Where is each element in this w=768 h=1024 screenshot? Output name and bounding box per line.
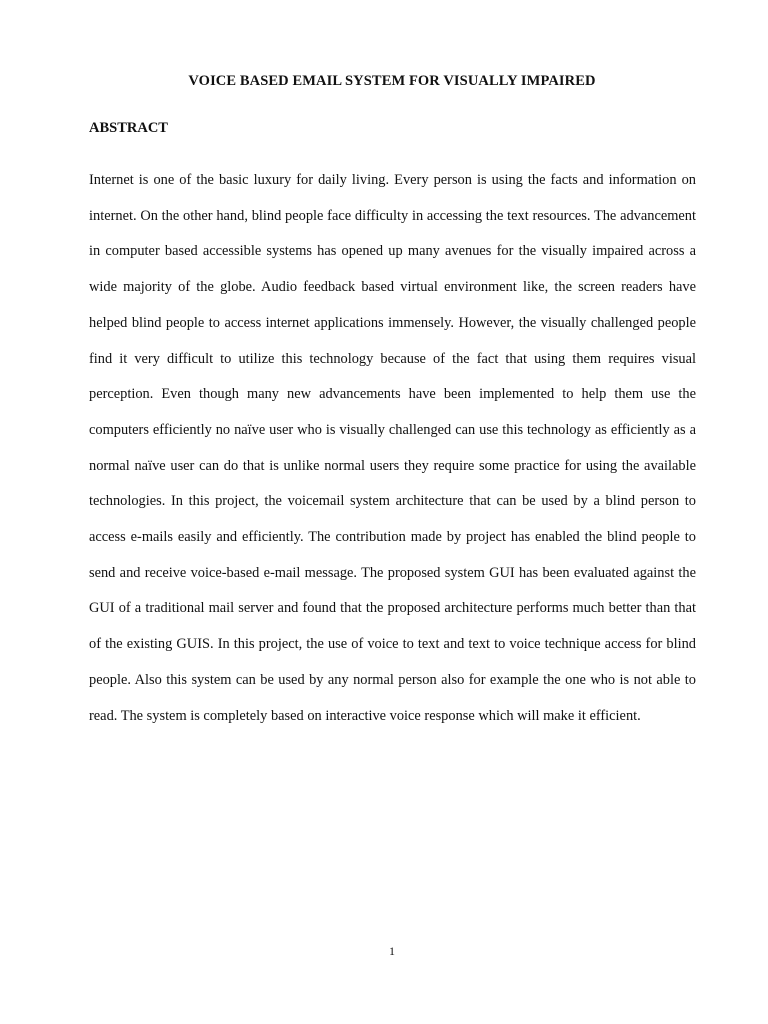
section-heading-abstract: ABSTRACT [89,120,168,136]
document-title: VOICE BASED EMAIL SYSTEM FOR VISUALLY IMPAIRED [188,73,596,89]
page-number: 1 [389,944,395,958]
abstract-paragraph: Internet is one of the basic luxury for daily living. Every person is using the facts and information on internet. On the other hand, blind people face difficulty in accessing the text resources. The advancement in computer based accessible systems has opened up many avenues for the visually impaired across a wide majority of the globe. Audio feedback based virtual environment like, the screen readers have helped blind people to access internet applications immensely. However, the visually challenged people find it very difficult to utilize this technology because of the fact that using them requires visual perception. Even though many new advancements have been implemented to help them use the computers efficiently no naïve user who is visually challenged can use this technology as efficiently as a normal naïve user can do that is unlike normal users they require some practice for using the available technologies. In this project, the voicemail system architecture that can be used by a blind person to access e-mails easily and efficiently. The contribution made by project has enabled the blind people to send and receive voice-based e-mail message. The proposed system GUI has been evaluated against the GUI of a traditional mail server and found that the proposed architecture performs much better than that of the existing GUIS. In this project, the use of voice to text and text to voice technique access for blind people. Also this system can be used by any normal person also for example the one who is not able to read. The system is completely based on interactive voice response which will make it efficient. [89,172,696,724]
